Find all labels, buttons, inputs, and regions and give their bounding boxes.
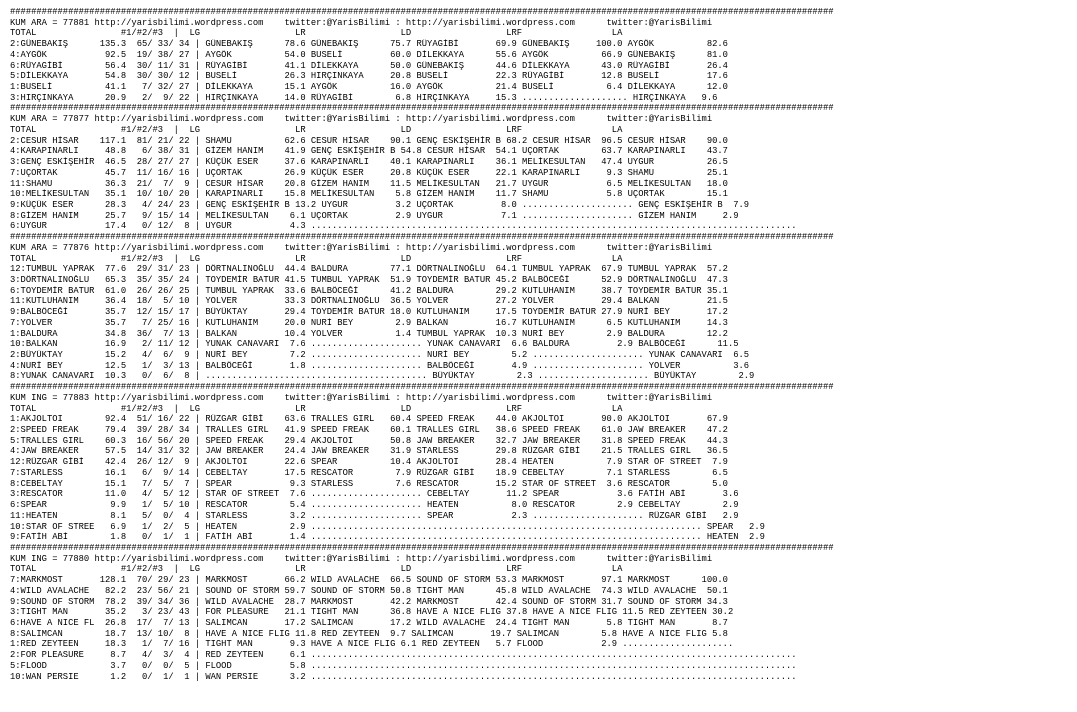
column-header-line: TOTAL #1/#2/#3 | LG LR LD LRF LA	[10, 253, 623, 264]
column-header-line: TOTAL #1/#2/#3 | LG LR LD LRF LA	[10, 124, 623, 135]
column-header-line: TOTAL #1/#2/#3 | LG LR LD LRF LA	[10, 403, 623, 414]
horse-stat-line: 4:KARAPINARLI 48.8 6/ 38/ 31 | GİZEM HANIM 41.9 GENÇ ESKİŞEHİR B 54.8 CESUR HİSAR 54.1 UÇORTAK 63.7 KARAPINARLI 43.7	[10, 146, 728, 157]
horse-stat-line: 3:GENÇ ESKİŞEHİR 46.5 28/ 27/ 27 | KÜÇÜK ESER 37.6 KARAPINARLI 40.1 KARAPINARLI 36.1 MELİKESULTAN 47.4 UYGUR 26.5	[10, 157, 728, 168]
horse-stat-line: 10:MELİKESULTAN 35.1 10/ 10/ 20 | KARAPINARLI 15.8 MELİKESULTAN 5.8 GİZEM HANIM 11.7 SHAMU 5.8 UÇORTAK 15.1	[10, 189, 728, 200]
horse-stat-line: 5:FLOOD 3.7 0/ 0/ 5 | FLOOD 5.8 ............................................................................................	[10, 660, 797, 671]
race-header-line: KUM ING = 77883 http://yarisbilimi.wordpress.com twitter:@YarisBilimi : http://yarisbilimi.wordpress.com twitter:@YarisBilimi	[10, 392, 713, 403]
horse-stat-line: 5:TRALLES GIRL 60.3 16/ 56/ 20 | SPEED FREAK 29.4 AKJOLTOI 50.8 JAW BREAKER 32.7 JAW BREAKER 31.8 SPEED FREAK 44.3	[10, 435, 728, 446]
horse-stat-line: 4:JAW BREAKER 57.5 14/ 31/ 32 | JAW BREAKER 24.4 JAW BREAKER 31.9 STARLESS 29.8 RÜZGAR GİBİ 21.5 TRALLES GIRL 36.5	[10, 446, 728, 457]
horse-stat-line: 9:BALBÖCEĞİ 35.7 12/ 15/ 17 | BÜYÜKTAY 29.4 TOYDEMİR BATUR 18.0 KUTLUHANIM 17.5 TOYDEMİR BATUR 27.9 NURİ BEY 17.2	[10, 307, 728, 318]
column-header-line: TOTAL #1/#2/#3 | LG LR LD LRF LA	[10, 28, 623, 39]
horse-stat-line: 2:SPEED FREAK 79.4 39/ 28/ 34 | TRALLES GIRL 41.9 SPEED FREAK 60.1 TRALLES GIRL 38.6 SPEED FREAK 61.0 JAW BREAKER 47.2	[10, 425, 728, 436]
horse-stat-line: 2:FOR PLEASURE 8.7 4/ 3/ 4 | RED ZEYTEEN 6.1 ............................................................................................	[10, 650, 797, 661]
horse-stat-line: 3:DÖRTNALINOĞLU 65.3 35/ 35/ 24 | TOYDEMİR BATUR 41.5 TUMBUL YAPRAK 51.9 TOYDEMİR BATUR 45.2 BALBÖCEĞİ 52.9 DÖRTNALINOĞLU 47.3	[10, 274, 728, 285]
horse-stat-line: 2:CESUR HİSAR 117.1 81/ 21/ 22 | SHAMU 62.6 CESUR HİSAR 90.1 GENÇ ESKİŞEHİR B 68.2 CESUR HİSAR 96.5 CESUR HİSAR 90.0	[10, 135, 728, 146]
horse-stat-line: 6:TOYDEMİR BATUR 61.0 26/ 26/ 25 | TUMBUL YAPRAK 33.6 BALBÖCEĞİ 41.2 BALDURA 29.2 KUTLUHANIM 38.7 TOYDEMİR BATUR 35.1	[10, 285, 728, 296]
separator-line: ############################################################################################################################################################	[10, 232, 834, 243]
race-header-line: KUM ARA = 77877 http://yarisbilimi.wordpress.com twitter:@YarisBilimi : http://yarisbilimi.wordpress.com twitter:@YarisBilimi	[10, 114, 713, 125]
horse-stat-line: 2:BÜYÜKTAY 15.2 4/ 6/ 9 | NURİ BEY 7.2 ..................... NURİ BEY 5.2 ..................... YUNAK CANAVARI 6.5	[10, 350, 750, 360]
horse-stat-line: 8:GİZEM HANIM 25.7 9/ 15/ 14 | MELİKESULTAN 6.1 UÇORTAK 2.9 UYGUR 7.1 ..................... GİZEM HANIM 2.9	[10, 210, 739, 221]
separator-line: ############################################################################################################################################################	[10, 103, 834, 114]
horse-stat-line: 9:KÜÇÜK ESER 28.3 4/ 24/ 23 | GENÇ ESKİŞEHİR B 13.2 UYGUR 3.2 UÇORTAK 8.0 ..................... GENÇ ESKİŞEHİR B 7.9	[10, 199, 750, 210]
horse-stat-line: 3:HIRÇINKAYA 20.9 2/ 9/ 22 | HIRÇINKAYA 14.0 RÜYAGİBİ 6.8 HIRÇINKAYA 15.3 .................... HIRÇINKAYA 9.6	[10, 92, 718, 103]
horse-stat-line: 5:DİLEKKAYA 54.8 30/ 30/ 12 | BUSELİ 26.3 HIRÇINKAYA 20.8 BUSELİ 22.3 RÜYAGİBİ 12.8 BUSELİ 17.6	[10, 71, 728, 82]
horse-stat-line: 6:UYGUR 17.4 0/ 12/ 8 | UYGUR 4.3 ............................................................................................	[10, 221, 797, 232]
horse-stat-line: 12:TUMBUL YAPRAK 77.6 29/ 31/ 23 | DÖRTNALINOĞLU 44.4 BALDURA 77.1 DÖRTNALINOĞLU 64.1 TUMBUL YAPRAK 67.9 TUMBUL YAPRAK 57.2	[10, 264, 728, 275]
horse-stat-line: 7:UÇORTAK 45.7 11/ 16/ 16 | UÇORTAK 26.9 KÜÇÜK ESER 20.8 KÜÇÜK ESER 22.1 KARAPINARLI 9.3 SHAMU 25.1	[10, 167, 728, 178]
horse-stat-line: 11:SHAMU 36.3 21/ 7/ 9 | CESUR HİSAR 20.8 GİZEM HANIM 11.5 MELİKESULTAN 21.7 UYGUR 6.5 MELİKESULTAN 18.0	[10, 178, 728, 189]
horse-stat-line: 1:BALDURA 34.8 36/ 7/ 13 | BALKAN 10.4 YOLVER 1.4 TUMBUL YAPRAK 10.3 NURİ BEY 2.9 BALDURA 12.2	[10, 328, 728, 339]
race-header-line: KUM ARA = 77881 http://yarisbilimi.wordpress.com twitter:@YarisBilimi : http://yarisbilimi.wordpress.com twitter:@YarisBilimi	[10, 17, 713, 28]
horse-stat-line: 1:AKJOLTOI 92.4 51/ 16/ 22 | RÜZGAR GİBİ 63.6 TRALLES GIRL 60.4 SPEED FREAK 44.0 AKJOLTOI 90.0 AKJOLTOI 67.9	[10, 414, 728, 425]
horse-stat-line: 9:SOUND OF STORM 78.2 39/ 34/ 36 | WILD AVALACHE 28.7 MARKMOST 42.2 MARKMOST 42.4 SOUND OF STORM 31.7 SOUND OF STORM 34.3	[10, 596, 728, 607]
horse-stat-line: 3:RESCATOR 11.0 4/ 5/ 12 | STAR OF STREET 7.6 ..................... CEBELTAY 11.2 SPEAR 3.6 FATİH ABİ 3.6	[10, 489, 739, 500]
separator-line: ############################################################################################################################################################	[10, 542, 834, 553]
horse-stat-line: 10:STAR OF STREE 6.9 1/ 2/ 5 | HEATEN 2.9 .......................................................................... SPEAR 2.9	[10, 521, 765, 532]
horse-stat-line: 12:RÜZGAR GİBİ 42.4 26/ 12/ 9 | AKJOLTOI 22.6 SPEAR 10.4 AKJOLTOI 28.4 HEATEN 7.9 STAR OF STREET 7.9	[10, 457, 728, 468]
horse-stat-line: 8:CEBELTAY 15.1 7/ 5/ 7 | SPEAR 9.3 STARLESS 7.6 RESCATOR 15.2 STAR OF STREET 3.6 RESCATOR 5.0	[10, 478, 728, 489]
horse-stat-line: 4:NURİ BEY 12.5 1/ 3/ 13 | BALBÖCEĞİ 1.8 ..................... BALBÖCEĞİ 4.9 ..................... YOLVER 3.6	[10, 360, 750, 371]
horse-stat-line: 6:SPEAR 9.9 1/ 5/ 10 | RESCATOR 5.4 ..................... HEATEN 8.0 RESCATOR 2.9 CEBELTAY 2.9	[10, 500, 739, 511]
horse-stat-line: 4:WILD AVALACHE 82.2 23/ 56/ 21 | SOUND OF STORM 59.7 SOUND OF STORM 50.8 TIGHT MAN 45.8 WILD AVALACHE 74.3 WILD AVALACHE 50.1	[10, 585, 728, 596]
horse-stat-line: 6:HAVE A NICE FL 26.8 17/ 7/ 13 | SALIMCAN 17.2 SALIMCAN 17.2 WILD AVALACHE 24.4 TIGHT MAN 5.8 TIGHT MAN 8.7	[10, 617, 728, 628]
horse-stat-line: 6:RÜYAGİBİ 56.4 30/ 11/ 31 | RÜYAGİBİ 41.1 DİLEKKAYA 50.0 GÜNEBAKIŞ 44.6 DİLEKKAYA 43.0 RÜYAGİBİ 26.4	[10, 60, 728, 71]
horse-stat-line: 8:SALIMCAN 18.7 13/ 10/ 8 | HAVE A NICE FLIG 11.8 RED ZEYTEEN 9.7 SALIMCAN 19.7 SALIMCAN 5.8 HAVE A NICE FLIG 5.8	[10, 628, 728, 639]
horse-stat-line: 8:YUNAK CANAVARI 10.3 0/ 6/ 8 | .......................................... BÜYÜKTAY 2.3 ..................... BÜYÜKTAY 2.9	[10, 371, 755, 382]
horse-stat-line: 2:GÜNEBAKIŞ 135.3 65/ 33/ 34 | GÜNEBAKIŞ 78.6 GÜNEBAKIŞ 75.7 RÜYAGİBİ 69.9 GÜNEBAKIŞ 100.0 AYGÖK 82.6	[10, 39, 728, 50]
horse-stat-line: 10:BALKAN 16.9 2/ 11/ 12 | YUNAK CANAVARI 7.6 ..................... YUNAK CANAVARI 6.6 BALDURA 2.9 BALBÖCEĞİ 11.5	[10, 339, 739, 350]
column-header-line: TOTAL #1/#2/#3 | LG LR LD LRF LA	[10, 564, 623, 575]
horse-stat-line: 1:BUSELİ 41.1 7/ 32/ 27 | DİLEKKAYA 15.1 AYGÖK 16.0 AYGÖK 21.4 BUSELİ 6.4 DİLEKKAYA 12.0	[10, 82, 728, 93]
horse-stat-line: 7:MARKMOST 128.1 70/ 29/ 23 | MARKMOST 66.2 WILD AVALACHE 66.5 SOUND OF STORM 53.3 MARKMOST 97.1 MARKMOST 100.0	[10, 575, 728, 586]
horse-stat-line: 11:HEATEN 8.1 5/ 0/ 4 | STARLESS 3.2 ..................... SPEAR 2.3 ..................... RÜZGAR GİBİ 2.9	[10, 510, 739, 521]
horse-stat-line: 1:RED ZEYTEEN 18.3 1/ 7/ 16 | TIGHT MAN 9.3 HAVE A NICE FLIG 6.1 RED ZEYTEEN 5.7 FLOOD 2.9 .....................	[10, 639, 734, 650]
horse-stat-line: 9:FATİH ABİ 1.8 0/ 1/ 1 | FATİH ABİ 1.4 .......................................................................... HEATEN 2.9	[10, 532, 765, 543]
separator-line: ############################################################################################################################################################	[10, 7, 834, 17]
horse-stat-line: 3:TIGHT MAN 35.2 3/ 23/ 43 | FOR PLEASURE 21.1 TIGHT MAN 36.8 HAVE A NICE FLIG 37.8 HAVE A NICE FLIG 11.5 RED ZEYTEEN 30.2	[10, 607, 734, 618]
horse-stat-line: 4:AYGÖK 92.5 19/ 38/ 27 | AYGÖK 54.0 BUSELİ 60.0 DİLEKKAYA 55.6 AYGÖK 66.9 GÜNEBAKIŞ 81.0	[10, 49, 728, 60]
horse-stat-line: 7:STARLESS 16.1 6/ 9/ 14 | CEBELTAY 17.5 RESCATOR 7.9 RÜZGAR GİBİ 18.9 CEBELTAY 7.1 STARLESS 6.5	[10, 467, 728, 478]
horse-stat-line: 11:KUTLUHANIM 36.4 18/ 5/ 10 | YOLVER 33.3 DÖRTNALINOĞLU 36.5 YOLVER 27.2 YOLVER 29.4 BALKAN 21.5	[10, 296, 728, 307]
race-header-line: KUM ING = 77880 http://yarisbilimi.wordpress.com twitter:@YarisBilimi : http://yarisbilimi.wordpress.com twitter:@YarisBilimi	[10, 553, 713, 564]
horse-stat-line: 7:YOLVER 35.7 7/ 25/ 16 | KUTLUHANIM 20.0 NURİ BEY 2.9 BALKAN 16.7 KUTLUHANIM 6.5 KUTLUHANIM 14.3	[10, 317, 728, 328]
horse-stat-line: 10:WAN PERSIE 1.2 0/ 1/ 1 | WAN PERSIE 3.2 ............................................................................................	[10, 671, 797, 682]
separator-line: ############################################################################################################################################################	[10, 382, 834, 393]
race-header-line: KUM ARA = 77876 http://yarisbilimi.wordpress.com twitter:@YarisBilimi : http://yarisbilimi.wordpress.com twitter:@YarisBilimi	[10, 242, 713, 253]
